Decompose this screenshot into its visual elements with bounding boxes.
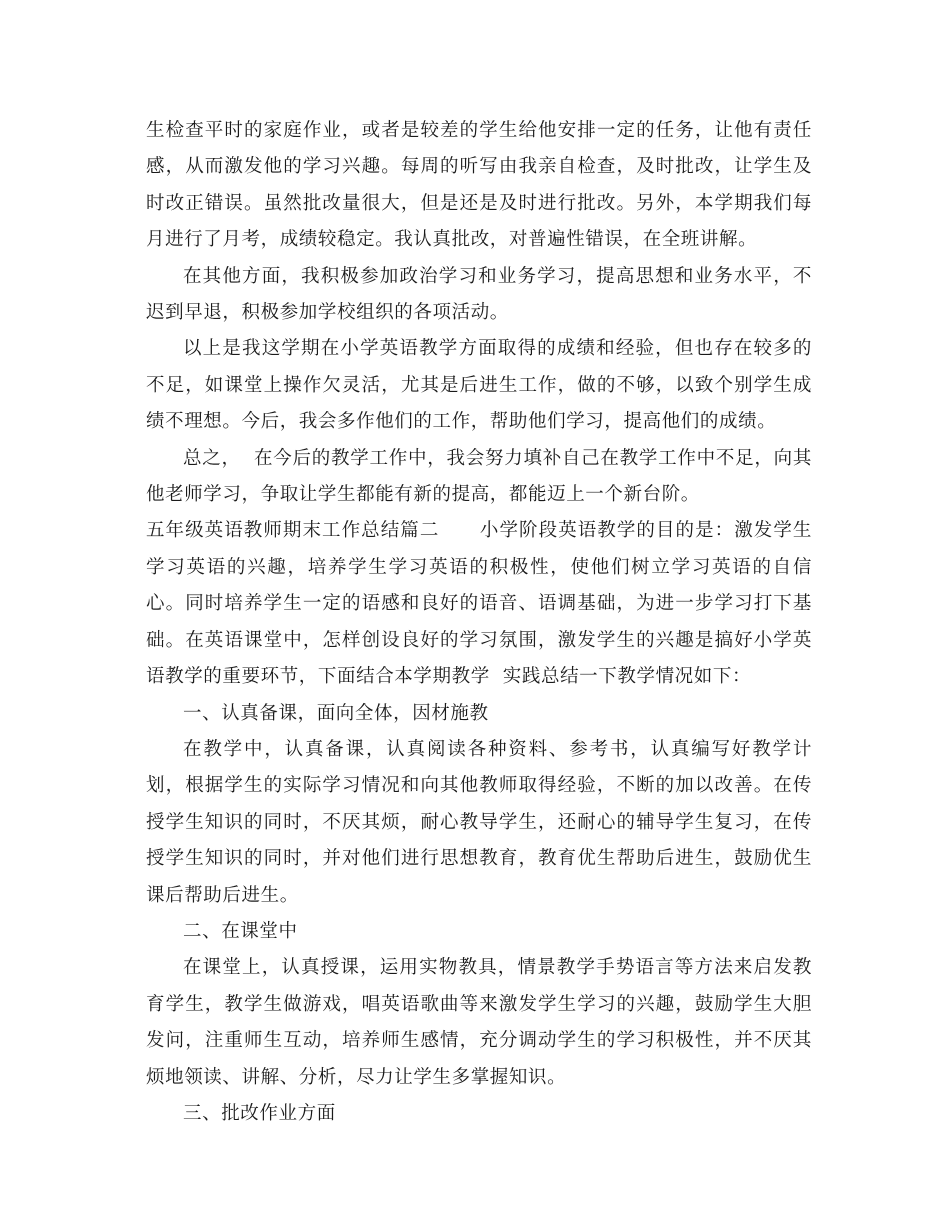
paragraph-conclusion: 总之， 在今后的教学工作中，我会努力填补自己在教学工作中不足，向其他老师学习，争取让学生都能有新的提高，都能迈上一个新台阶。 xyxy=(146,447,812,506)
section-heading-1: 一、认真备课，面向全体，因材施教 xyxy=(183,702,489,724)
paragraph-section-2-body: 在课堂上，认真授课，运用实物教具，情景教学手势语言等方法来启发教育学生，教学生做游戏，唱英语歌曲等来激发学生学习的兴趣，鼓励学生大胆发问，注重师生互动，培养师生感情，充分调动学生的学习积极性，并不厌其烦地领读、讲解、分析，尽力让学生多掌握知识。 xyxy=(146,957,812,1088)
document-body xyxy=(146,113,812,1132)
paragraph-section-1-body: 在教学中，认真备课，认真阅读各种资料、参考书，认真编写好教学计划，根据学生的实际学习情况和向其他教师取得经验，不断的加以改善。在传授学生知识的同时，不厌其烦，耐心教导学生，还耐心的辅导学生复习，在传授学生知识的同时，并对他们进行思想教育，教育优生帮助后进生，鼓励优生课后帮助后进生。 xyxy=(146,738,812,906)
paragraph-part-two-intro xyxy=(146,513,812,695)
part-two-intro-text: 小学阶段英语教学的目的是：激发学生学习英语的兴趣，培养学生学习英语的积极性，使他们树立学习英语的自信心。同时培养学生一定的语感和良好的语音、语调基础，为进一步学习打下基础。在英语课堂中，怎样创设良好的学习氛围，激发学生的兴趣是搞好小学英语教学的重要环节，下面结合本学期教学 实践总结一下教学情况如下： xyxy=(146,520,812,688)
paragraph-shortcomings: 以上是我这学期在小学英语教学方面取得的成绩和经验，但也存在较多的不足，如课堂上操作欠灵活，尤其是后进生工作，做的不够，以致个别学生成绩不理想。今后，我会多作他们的工作，帮助他们学习，提高他们的成绩。 xyxy=(146,338,812,433)
section-heading-3: 三、批改作业方面 xyxy=(183,1102,336,1124)
section-heading-2: 二、在课堂中 xyxy=(183,920,298,942)
section-title-part-two: 五年级英语教师期末工作总结篇二 xyxy=(146,520,440,542)
paragraph-other-aspects: 在其他方面，我积极参加政治学习和业务学习，提高思想和业务水平，不迟到早退，积极参加学校组织的各项活动。 xyxy=(146,265,812,324)
paragraph-homework-check: 生检查平时的家庭作业，或者是较差的学生给他安排一定的任务，让他有责任感，从而激发他的学习兴趣。每周的听写由我亲自检查，及时批改，让学生及时改正错误。虽然批改量很大，但是还是及时进行批改。另外，本学期我们每月进行了月考，成绩较稳定。我认真批改，对普遍性错误，在全班讲解。 xyxy=(146,120,812,251)
